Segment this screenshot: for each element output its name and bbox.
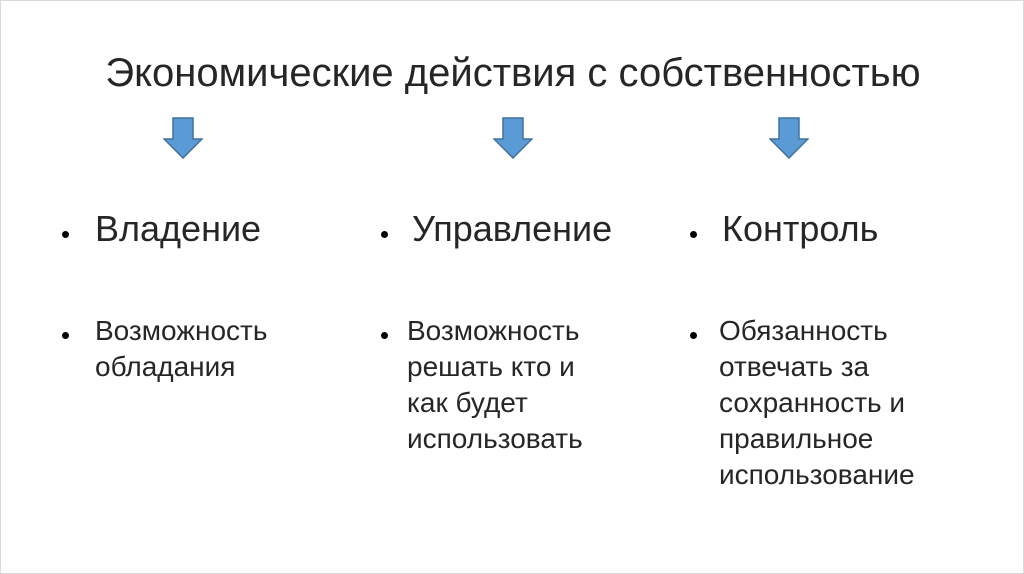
description-line: решать кто и (407, 351, 575, 382)
description-line: Возможность (407, 315, 580, 346)
slide-title: Экономические действия с собственностью (105, 51, 921, 95)
description-line: сохранность и (719, 387, 906, 418)
down-arrow-icon (493, 117, 533, 159)
description-line: Обязанность (719, 315, 888, 346)
column-heading: Контроль (722, 208, 879, 249)
column-description (719, 313, 915, 493)
bullet-dot (62, 332, 69, 339)
down-arrow-icon (163, 117, 203, 159)
column-heading: Владение (95, 208, 262, 249)
column-description (95, 313, 267, 385)
bullet-dot (690, 231, 697, 238)
bullet-dot (381, 332, 388, 339)
description-line: Возможность (95, 315, 268, 346)
column-description (407, 313, 583, 457)
bullet-dot (690, 332, 697, 339)
column-heading: Управление (412, 208, 613, 249)
down-arrow-icon (769, 117, 809, 159)
bullet-dot (381, 231, 388, 238)
description-line: как будет (407, 387, 528, 418)
description-line: отвечать за (719, 351, 870, 382)
description-line: использовать (407, 423, 583, 454)
description-line: использование (719, 459, 915, 490)
description-line: обладания (95, 351, 236, 382)
bullet-dot (62, 231, 69, 238)
description-line: правильное (719, 423, 874, 454)
